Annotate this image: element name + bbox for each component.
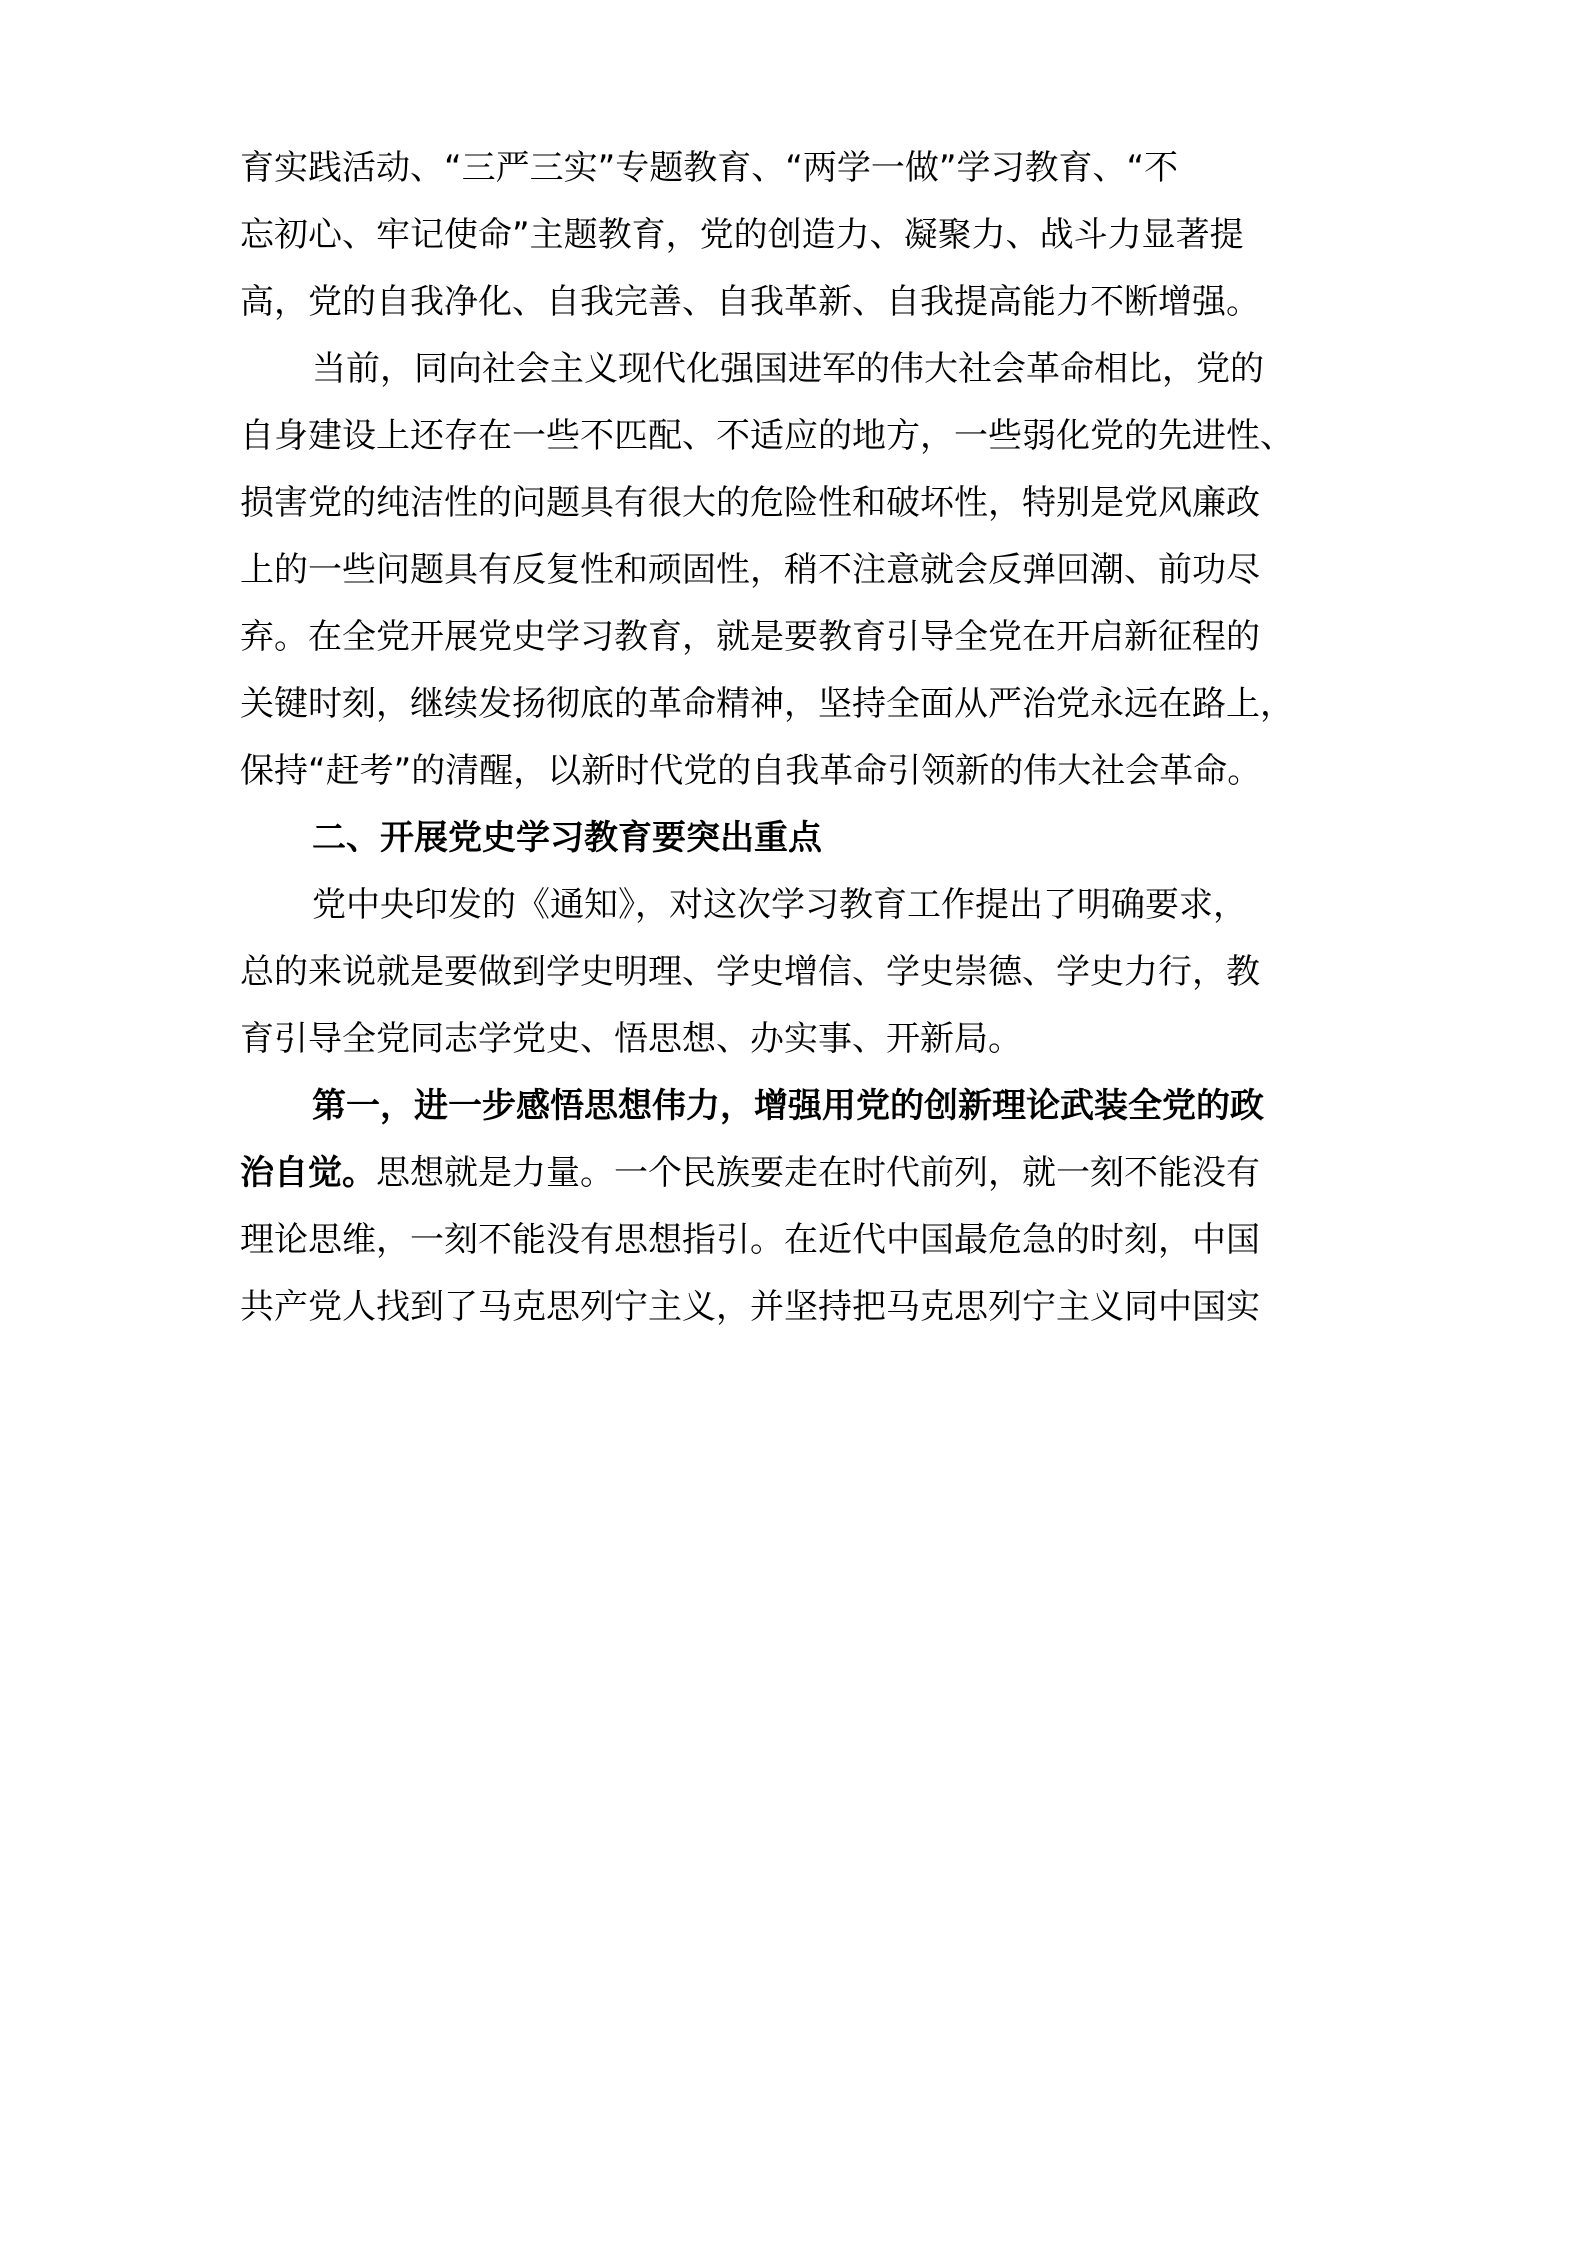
paragraph-4-line-2 (240, 1149, 1260, 1197)
paragraph-1-line-3: 高，党的自我净化、自我完善、自我革新、自我提高能力不断增强。 (240, 282, 1260, 322)
paragraph-4-emphasis: 治自觉。 (240, 1153, 376, 1193)
paragraph-2-line-3: 损害党的纯洁性的问题具有很大的危险性和破坏性，特别是党风廉政 (240, 483, 1260, 523)
paragraph-3-line-2: 总的来说就是要做到学史明理、学史增信、学史崇德、学史力行，教 (240, 952, 1260, 992)
paragraph-3-line-1: 党中央印发的《通知》，对这次学习教育工作提出了明确要求， (312, 885, 1247, 925)
paragraph-4-line-2-text: 思想就是力量。一个民族要走在时代前列，就一刻不能没有 (376, 1153, 1260, 1193)
paragraph-1-line-1: 育实践活动、“三严三实”专题教育、“两学一做”学习教育、“不 (240, 148, 1179, 188)
paragraph-3-line-3: 育引导全党同志学党史、悟思想、办实事、开新局。 (240, 1019, 1022, 1059)
paragraph-4-line-4: 共产党人找到了马克思列宁主义，并坚持把马克思列宁主义同中国实 (240, 1287, 1260, 1327)
paragraph-2-line-4: 上的一些问题具有反复性和顽固性，稍不注意就会反弹回潮、前功尽 (240, 550, 1260, 590)
paragraph-4-line-3: 理论思维，一刻不能没有思想指引。在近代中国最危急的时刻，中国 (240, 1220, 1260, 1260)
paragraph-1-line-2: 忘初心、牢记使命”主题教育，党的创造力、凝聚力、战斗力显著提 (240, 215, 1244, 255)
section-heading: 二、开展党史学习教育要突出重点 (312, 818, 822, 858)
paragraph-4-line-1: 第一，进一步感悟思想伟力，增强用党的创新理论武装全党的政 (312, 1086, 1264, 1126)
paragraph-2-line-2: 自身建设上还存在一些不匹配、不适应的地方，一些弱化党的先进性、 (240, 416, 1294, 456)
paragraph-2-line-5: 弃。在全党开展党史学习教育，就是要教育引导全党在开启新征程的 (240, 617, 1260, 657)
paragraph-2-line-6: 关键时刻，继续发扬彻底的革命精神，坚持全面从严治党永远在路上， (240, 684, 1294, 724)
paragraph-2-line-1: 当前，同向社会主义现代化强国进军的伟大社会革命相比，党的 (312, 349, 1264, 389)
paragraph-2-line-7: 保持“赶考”的清醒，以新时代党的自我革命引领新的伟大社会革命。 (240, 751, 1262, 791)
